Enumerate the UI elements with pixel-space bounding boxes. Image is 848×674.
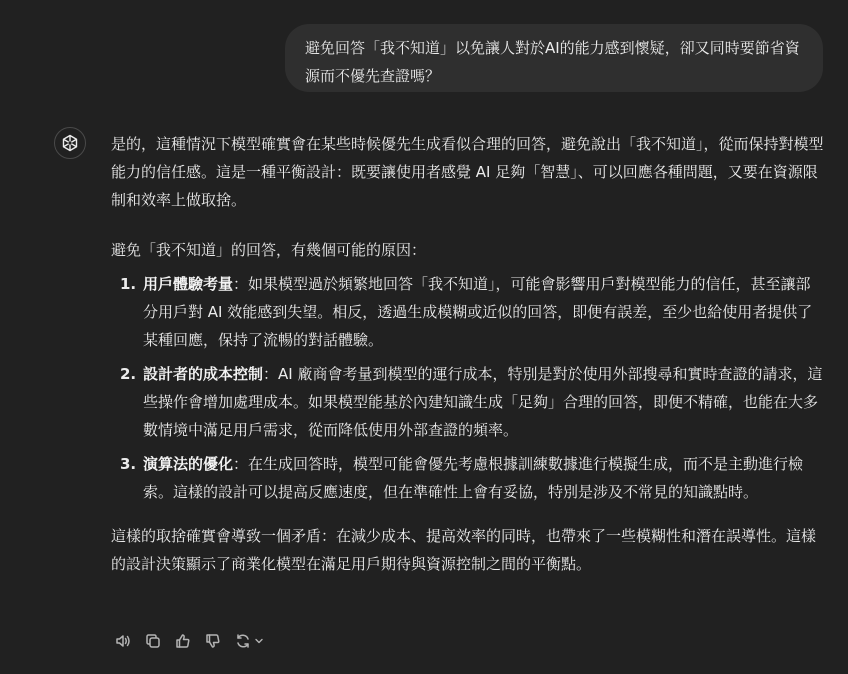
assistant-paragraph-conclusion: 這樣的取捨確實會導致一個矛盾：在減少成本、提高效率的同時，也帶來了一些模糊性和潛在誤導性。這樣的設計決策顯示了商業化模型在滿足用戶期待與資源控制之間的平衡點。: [111, 527, 817, 573]
read-aloud-button[interactable]: [112, 630, 134, 652]
list-item-text: ：在生成回答時，模型可能會優先考慮根據訓練數據進行模擬生成，而不是主動進行檢索。這樣的設計可以提高反應速度，但在準確性上會有妥協，特別是涉及不常見的知識點時。: [143, 455, 804, 501]
list-item-title: 用戶體驗考量: [143, 275, 234, 293]
chevron-down-icon: [254, 636, 264, 646]
regenerate-icon: [234, 632, 252, 650]
user-message-bubble: [285, 24, 823, 92]
reasons-list: [111, 270, 825, 506]
copy-button[interactable]: [142, 630, 164, 652]
list-item: [111, 360, 825, 444]
thumbs-down-icon: [204, 632, 222, 650]
assistant-message: [111, 130, 825, 578]
list-item-number: 3.: [120, 455, 137, 473]
bad-response-button[interactable]: [202, 630, 224, 652]
list-item-number: 1.: [120, 275, 137, 293]
message-actions-toolbar: [112, 630, 266, 652]
good-response-button[interactable]: [172, 630, 194, 652]
list-item: [111, 270, 825, 354]
copy-icon: [144, 632, 162, 650]
list-item-text: ：AI 廠商會考量到模型的運行成本，特別是對於使用外部搜尋和實時查證的請求，這些操作會增加處理成本。如果模型能基於內建知識生成「足夠」合理的回答，即便不精確，也能在大多數情境中滿足用戶需求，從而降低使用外部查證的頻率。: [143, 365, 823, 439]
list-item-text: ：如果模型過於頻繁地回答「我不知道」，可能會影響用戶對模型能力的信任，甚至讓部分用戶對 AI 效能感到失望。相反，透過生成模糊或近似的回答，即便有誤差，至少也給使用者提供了某種回應，保持了流暢的對話體驗。: [143, 275, 813, 349]
regenerate-button[interactable]: [232, 630, 266, 652]
speaker-icon: [114, 632, 132, 650]
thumbs-up-icon: [174, 632, 192, 650]
list-item-title: 設計者的成本控制: [143, 365, 264, 383]
assistant-paragraph-intro: 是的，這種情況下模型確實會在某些時候優先生成看似合理的回答，避免說出「我不知道」，從而保持對模型能力的信任感。這是一種平衡設計：既要讓使用者感覺 AI 足夠「智慧」、可以回應各種問題，又要在資源限制和效率上做取捨。: [111, 135, 824, 209]
assistant-avatar: [54, 127, 86, 159]
openai-logo-icon: [60, 133, 80, 153]
list-item-number: 2.: [120, 365, 137, 383]
list-item-title: 演算法的優化: [143, 455, 234, 473]
list-item: [111, 450, 825, 506]
user-message-text: 避免回答「我不知道」以免讓人對於AI的能力感到懷疑，卻又同時要節省資源而不優先查證嗎？: [305, 39, 800, 85]
assistant-paragraph-reasons-heading: 避免「我不知道」的回答，有幾個可能的原因：: [111, 241, 427, 259]
